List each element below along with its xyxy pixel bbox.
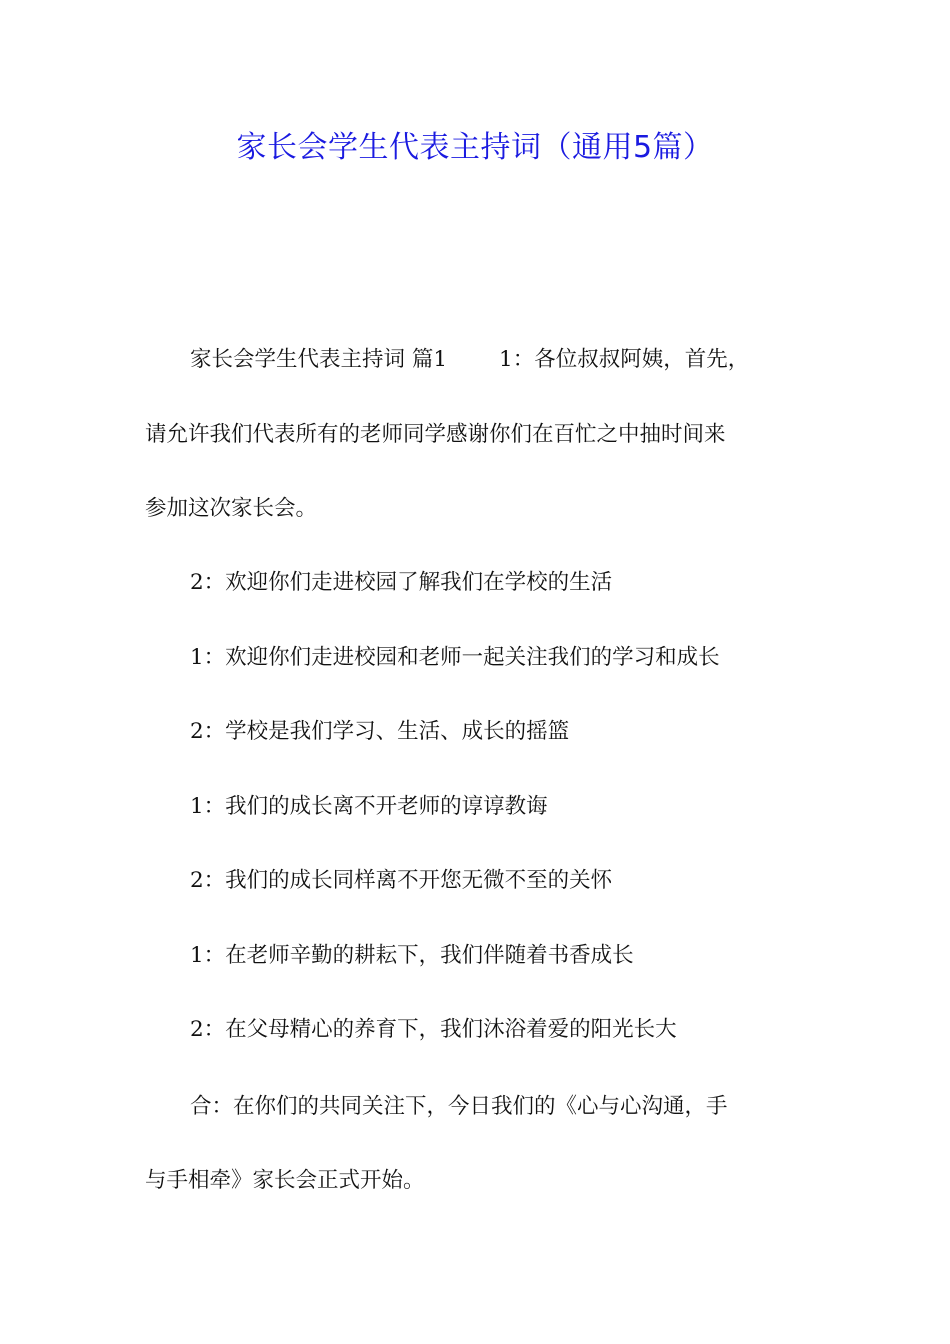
paragraph: 1：欢迎你们走进校园和老师一起关注我们的学习和成长 [190,645,720,670]
paragraph: 1：在老师辛勤的耕耘下，我们伴随着书香成长 [190,943,634,968]
section-heading: 家长会学生代表主持词 篇1 [190,347,448,372]
intro-line-2: 请允许我们代表所有的老师同学感谢你们在百忙之中抽时间来 [145,422,726,447]
closing-line-2: 与手相牵》家长会正式开始。 [145,1168,425,1193]
paragraph: 2：欢迎你们走进校园了解我们在学校的生活 [190,570,613,595]
paragraph: 2：在父母精心的养育下，我们沐浴着爱的阳光长大 [190,1017,677,1042]
closing-line-1: 合：在你们的共同关注下，今日我们的《心与心沟通，手 [190,1094,728,1119]
paragraph: 2：学校是我们学习、生活、成长的摇篮 [190,719,570,744]
document-title: 家长会学生代表主持词（通用5篇） [236,130,714,165]
intro-speech-1: 1：各位叔叔阿姨，首先， [499,347,750,372]
paragraph: 2：我们的成长同样离不开您无微不至的关怀 [190,868,613,893]
paragraph: 1：我们的成长离不开老师的谆谆教诲 [190,794,548,819]
intro-line-3: 参加这次家长会。 [145,496,318,521]
intro-line-1 [190,345,860,375]
